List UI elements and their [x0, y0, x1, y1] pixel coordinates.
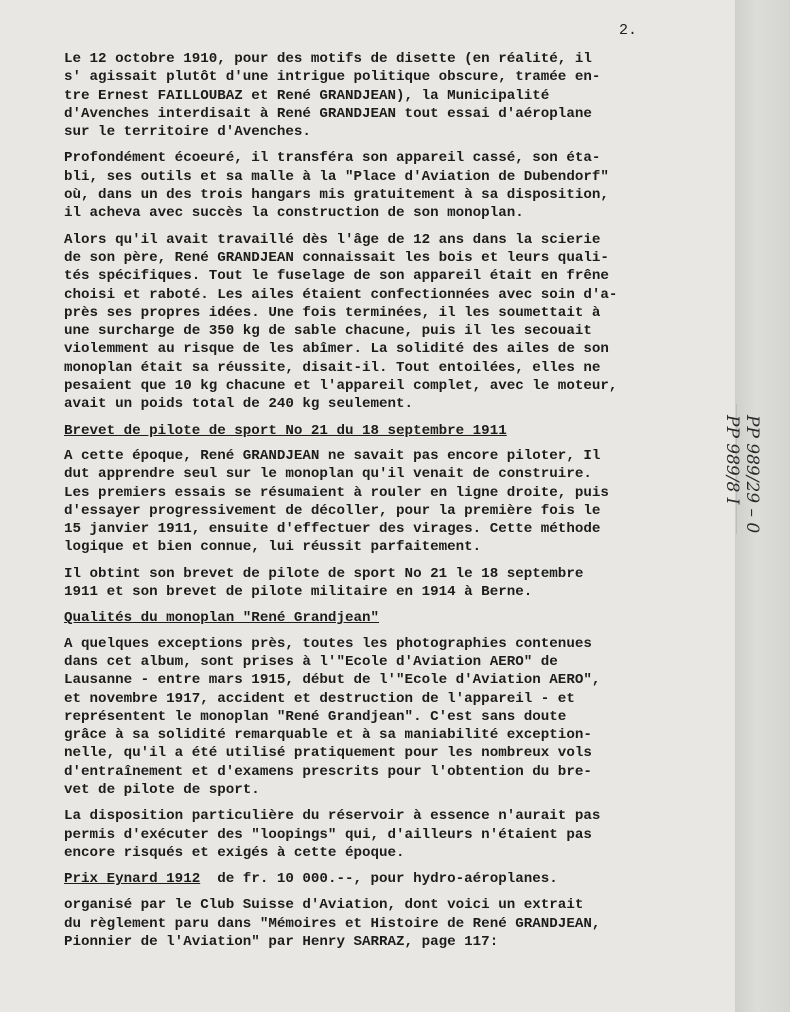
prix-eynard-line [64, 870, 654, 888]
paragraph-photographs: A quelques exceptions près, toutes les photographies contenues dans cet album, sont prises à l'"Ecole d'Aviation AERO" de Lausanne - entre mars 1915, début de l'"Ecole d'Aviation AERO", et novembre 1917, accident et destruction de l'appareil - et représentent le monoplan "René Grandjean". C'est sans doute grâce à sa solidité remarquable et à sa maniabilité exception- nelle, qu'il a été utilisé pratiquement pour les nombreux vols d'entraînement et d'examens prescrits pour l'obtention du bre- vet de pilote de sport. [64, 635, 601, 798]
archive-reference-line-2: PP 989/8 I [722, 415, 742, 505]
paragraph-dubendorf: Profondément écoeuré, il transféra son appareil cassé, son éta- bli, ses outils et sa malle à la "Place d'Aviation de Dubendorf" où, dans un des trois hangars mis gratuitement à sa disposition, il acheva avec succès la construction de son monoplan. [64, 150, 609, 222]
prix-eynard-detail: de fr. 10 000.--, pour hydro-aéroplanes. [200, 871, 558, 888]
page-number: 2. [619, 22, 638, 39]
paragraph-club-suisse: organisé par le Club Suisse d'Aviation, dont voici un extrait du règlement paru dans "Mémoires et Histoire de René GRANDJEAN, Pionnier de l'Aviation" par Henry SARRAZ, page 117: [64, 897, 601, 951]
paragraph-fuel-tank: La disposition particulière du réservoir à essence n'aurait pas permis d'exécuter des "loopings" qui, d'ailleurs n'étaient pas encore risqués et exigés à cette époque. [64, 808, 601, 861]
paragraph-brevet-obtained: Il obtint son brevet de pilote de sport No 21 le 18 septembre 1911 et son brevet de pilote militaire en 1914 à Berne. [64, 565, 584, 601]
paragraph-learning-to-fly: A cette époque, René GRANDJEAN ne savait pas encore piloter, Il dut apprendre seul sur le monoplan qu'il venait de construire. Les premiers essais se résumaient à rouler en ligne droite, puis d'essayer progressivement de décoller, pour la première fois le 15 janvier 1911, ensuite d'effectuer des virages. Cette méthode logique et bien connue, lui réussit parfaitement. [64, 447, 609, 556]
heading-brevet: Brevet de pilote de sport No 21 du 18 septembre 1911 [64, 422, 507, 439]
paragraph-avenches-ban: Le 12 octobre 1910, pour des motifs de disette (en réalité, il s' agissait plutôt d'une intrigue politique obscure, tramée en- tre Ernest FAILLOUBAZ et René GRANDJEAN), la Municipalité d'Avenches interdisait à René GRANDJEAN tout essai d'aéroplane sur le territoire d'Avenches. [64, 51, 601, 141]
archive-reference-line-1: PP 989/29 – 0 [742, 415, 762, 534]
document-body [64, 50, 654, 959]
paragraph-construction: Alors qu'il avait travaillé dès l'âge de 12 ans dans la scierie de son père, René GRANDJEAN connaissait les bois et leurs quali- tés spécifiques. Tout le fuselage de son appareil était en frêne choisi et raboté. Les ailes étaient confectionnées avec soin d'a- près ses propres idées. Une fois terminées, il les soumettait à une surcharge de 350 kg de sable chacune, puis il les secouait violemment au risque de les abîmer. La solidité des ailes de son monoplan était sa réussite, disait-il. Tout entoilées, elles ne pesaient que 10 kg chacune et l'appareil complet, avec le moteur, avait un poids total de 240 kg seulement. [64, 231, 618, 413]
archive-reference [722, 415, 762, 533]
heading-prix-eynard: Prix Eynard 1912 [64, 871, 201, 888]
heading-qualites: Qualités du monoplan "René Grandjean" [64, 610, 380, 627]
